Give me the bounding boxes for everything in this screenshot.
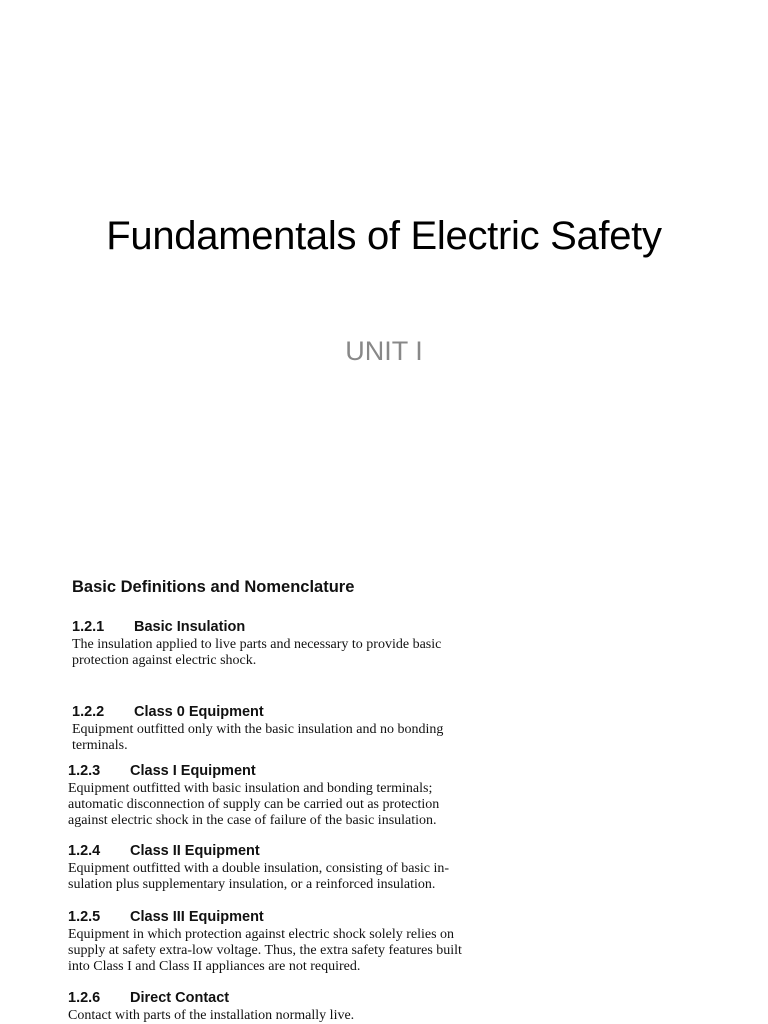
definition-number: 1.2.3 bbox=[68, 763, 101, 779]
definition-number: 1.2.2 bbox=[72, 704, 105, 720]
definition-line: Contact with parts of the installation normally live. bbox=[68, 1008, 355, 1023]
definition-text bbox=[72, 637, 617, 669]
definition-line: Equipment outfitted with a double insulation, consisting of basic in- bbox=[68, 861, 450, 876]
definition-term: Class II Equipment bbox=[130, 843, 260, 859]
definition-number: 1.2.4 bbox=[68, 843, 101, 859]
definition-line: The insulation applied to live parts and necessary to provide basic bbox=[72, 637, 442, 652]
definition-term: Class III Equipment bbox=[130, 909, 264, 925]
definition-text bbox=[72, 722, 617, 754]
definition-heading bbox=[72, 618, 617, 636]
definition-class-0-equipment bbox=[72, 703, 617, 754]
definition-term: Class I Equipment bbox=[130, 763, 256, 779]
slide-subtitle: UNIT I bbox=[345, 336, 423, 366]
definition-line: into Class I and Class II appliances are not required. bbox=[68, 959, 361, 974]
definition-class-iii-equipment bbox=[68, 908, 613, 975]
excerpt-heading: Basic Definitions and Nomenclature bbox=[72, 578, 355, 596]
definition-heading bbox=[68, 908, 613, 926]
definition-heading bbox=[68, 762, 613, 780]
definition-basic-insulation bbox=[72, 618, 617, 669]
definition-line: protection against electric shock. bbox=[72, 653, 257, 668]
slide-title: Fundamentals of Electric Safety bbox=[106, 214, 662, 258]
definition-line: automatic disconnection of supply can be carried out as protection bbox=[68, 797, 440, 812]
definition-line: Equipment outfitted only with the basic insulation and no bonding bbox=[72, 722, 444, 737]
definition-line: terminals. bbox=[72, 738, 128, 753]
definition-line: Equipment in which protection against electric shock solely relies on bbox=[68, 927, 455, 942]
definition-term: Direct Contact bbox=[130, 990, 230, 1006]
definition-number: 1.2.1 bbox=[72, 619, 105, 635]
definition-heading bbox=[68, 989, 613, 1007]
definition-class-ii-equipment bbox=[68, 842, 613, 893]
definition-term: Class 0 Equipment bbox=[134, 704, 264, 720]
definition-heading bbox=[72, 703, 617, 721]
definition-text bbox=[68, 861, 613, 893]
definition-line: supply at safety extra-low voltage. Thus, the extra safety features built bbox=[68, 943, 462, 958]
definition-line: against electric shock in the case of failure of the basic insulation. bbox=[68, 813, 437, 828]
definition-text bbox=[68, 1008, 613, 1024]
definition-direct-contact bbox=[68, 989, 613, 1024]
definition-class-i-equipment bbox=[68, 762, 613, 829]
definition-text bbox=[68, 927, 613, 975]
definition-line: Equipment outfitted with basic insulation and bonding terminals; bbox=[68, 781, 433, 796]
definition-text bbox=[68, 781, 613, 829]
definition-number: 1.2.5 bbox=[68, 909, 101, 925]
definition-number: 1.2.6 bbox=[68, 990, 101, 1006]
definition-heading bbox=[68, 842, 613, 860]
definition-line: sulation plus supplementary insulation, or a reinforced insulation. bbox=[68, 877, 436, 892]
definition-term: Basic Insulation bbox=[134, 619, 246, 635]
